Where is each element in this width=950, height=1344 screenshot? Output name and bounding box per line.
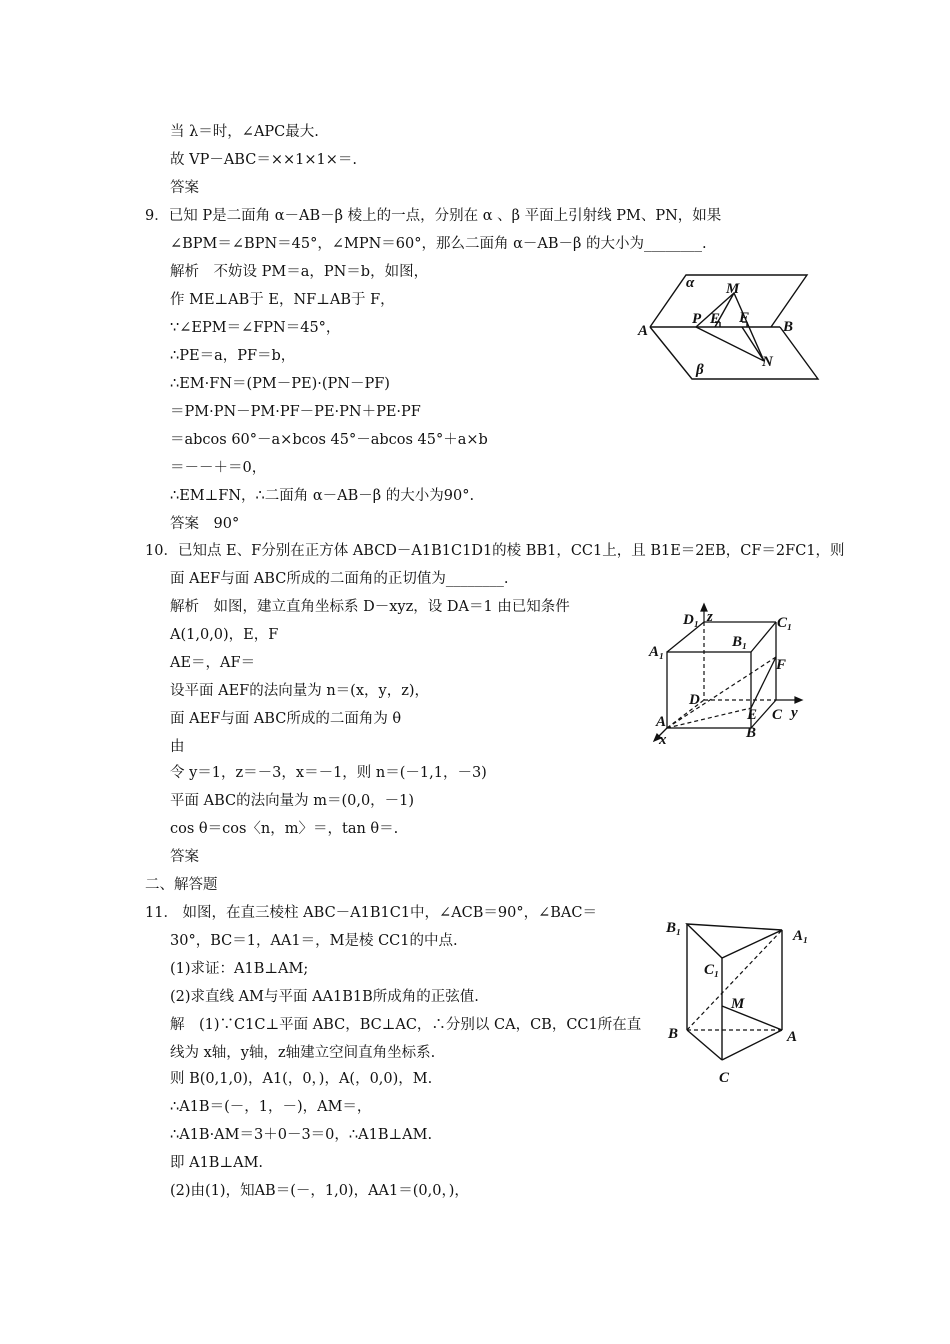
text-line: 解析 如图，建立直角坐标系 D－xyz，设 DA＝1 由已知条件 xyxy=(170,599,570,615)
text-line: 设平面 AEF的法向量为 n＝(x，y，z)， xyxy=(170,683,429,699)
text-line: ∴EM·FN＝(PM－PE)·(PN－PF) xyxy=(170,376,390,392)
text-line: ∴A1B·AM＝3＋0－3＝0，∴A1B⊥AM. xyxy=(170,1127,433,1143)
question-10: 10．已知点 E、F分别在正方体 ABCD－A1B1C1D1的棱 BB1，CC1上，且 B1E＝2EB，CF＝2FC1，则 xyxy=(145,543,845,559)
label-A1: A₁ xyxy=(649,644,665,660)
text-line: 则 B(0,1,0)，A1(，0，)，A(，0,0)，M. xyxy=(170,1071,433,1087)
label-P: P xyxy=(692,311,702,327)
text-line: 解 (1)∵C1C⊥平面 ABC，BC⊥AC，∴分别以 CA，CB，CC1所在直 xyxy=(170,1017,642,1033)
text-line: A(1,0,0)，E，F xyxy=(170,627,279,643)
label-M: M xyxy=(731,996,745,1012)
text-line: (1)求证：A1B⊥AM; xyxy=(170,961,309,977)
label-D: D xyxy=(689,692,700,708)
answer-9: 答案 90° xyxy=(170,516,240,532)
text-line: ∵∠EPM＝∠FPN＝45°， xyxy=(170,320,341,336)
label-B1: B₁ xyxy=(732,634,748,650)
text-line: 面 AEF与面 ABC所成的二面角为 θ xyxy=(170,711,402,727)
label-C: C xyxy=(719,1070,730,1086)
label-C: C xyxy=(772,707,783,723)
text-line: ∴EM⊥FN，∴二面角 α－AB－β 的大小为90°. xyxy=(170,488,475,504)
question-9: 9．已知 P是二面角 α－AB－β 棱上的一点，分别在 α 、β 平面上引射线 PM、PN，如果 xyxy=(145,208,722,224)
label-F: F xyxy=(739,310,750,326)
text-line: ＝abcos 60°－a×bcos 45°－abcos 45°＋a×b xyxy=(170,432,488,448)
section-heading: 二、解答题 xyxy=(145,877,218,893)
text-line: 当 λ＝时，∠APC最大. xyxy=(170,124,319,140)
label-B: B xyxy=(668,1026,679,1042)
label-y: y xyxy=(791,705,798,721)
text-line: 即 A1B⊥AM. xyxy=(170,1155,264,1171)
label-F: F xyxy=(776,657,787,673)
question-11: 11． 如图，在直三棱柱 ABC－A1B1C1中，∠ACB＝90°，∠BAC＝ xyxy=(145,905,597,921)
text-line: 平面 ABC的法向量为 m＝(0,0，－1) xyxy=(170,793,415,809)
text-line: 故 VP－ABC＝××1×1×＝. xyxy=(170,152,357,168)
prism-figure xyxy=(662,910,817,1090)
label-D1: D₁ xyxy=(683,612,700,628)
cube-figure xyxy=(645,600,815,750)
text-line: 答案 xyxy=(170,180,199,196)
text-line: cos θ＝cos〈n，m〉＝，tan θ＝. xyxy=(170,821,399,837)
text-line: 解析 不妨设 PM＝a，PN＝b，如图， xyxy=(170,264,429,280)
label-E: E xyxy=(710,311,721,327)
label-alpha: α xyxy=(686,275,695,291)
label-A: A xyxy=(787,1029,798,1045)
text-line: ∴PE＝a，PF＝b， xyxy=(170,348,296,364)
text-line: 面 AEF与面 ABC所成的二面角的正切值为________. xyxy=(170,571,509,587)
label-A1: A₁ xyxy=(793,928,809,944)
label-B: B xyxy=(783,319,794,335)
text-line: 作 ME⊥AB于 E，NF⊥AB于 F， xyxy=(170,292,395,308)
text-line: ∴A1B＝(－，1，－)，AM＝， xyxy=(170,1099,372,1115)
text-line: ＝－－＋＝0， xyxy=(170,460,267,476)
dihedral-angle-figure xyxy=(630,265,830,390)
label-C1: C₁ xyxy=(777,615,793,631)
label-z: z xyxy=(707,609,713,625)
text-line: 由 xyxy=(170,739,185,755)
text-line: AE＝，AF＝ xyxy=(170,655,256,671)
text-line: 令 y＝1，z＝－3，x＝－1，则 n＝(－1,1，－3) xyxy=(170,765,487,781)
text-line: ＝PM·PN－PM·PF－PE·PN＋PE·PF xyxy=(170,404,421,420)
text-line: 线为 x轴，y轴，z轴建立空间直角坐标系. xyxy=(170,1045,436,1061)
label-C1: C₁ xyxy=(704,962,720,978)
label-N: N xyxy=(762,354,773,370)
text-line: 30°，BC＝1，AA1＝，M是棱 CC1的中点. xyxy=(170,933,458,949)
label-beta: β xyxy=(696,362,704,378)
text-line: (2)由(1)，知AB＝(－，1,0)，AA1＝(0,0，)， xyxy=(170,1183,469,1199)
answer-10: 答案 xyxy=(170,849,199,865)
text-line: ∠BPM＝∠BPN＝45°，∠MPN＝60°，那么二面角 α－AB－β 的大小为________. xyxy=(170,236,707,252)
label-x: x xyxy=(659,732,667,748)
text-line: (2)求直线 AM与平面 AA1B1B所成角的正弦值. xyxy=(170,989,479,1005)
label-E: E xyxy=(747,707,758,723)
label-A: A xyxy=(656,714,667,730)
label-B: B xyxy=(746,725,757,741)
label-B1: B₁ xyxy=(666,920,682,936)
label-A: A xyxy=(638,323,649,339)
label-M: M xyxy=(726,281,740,297)
